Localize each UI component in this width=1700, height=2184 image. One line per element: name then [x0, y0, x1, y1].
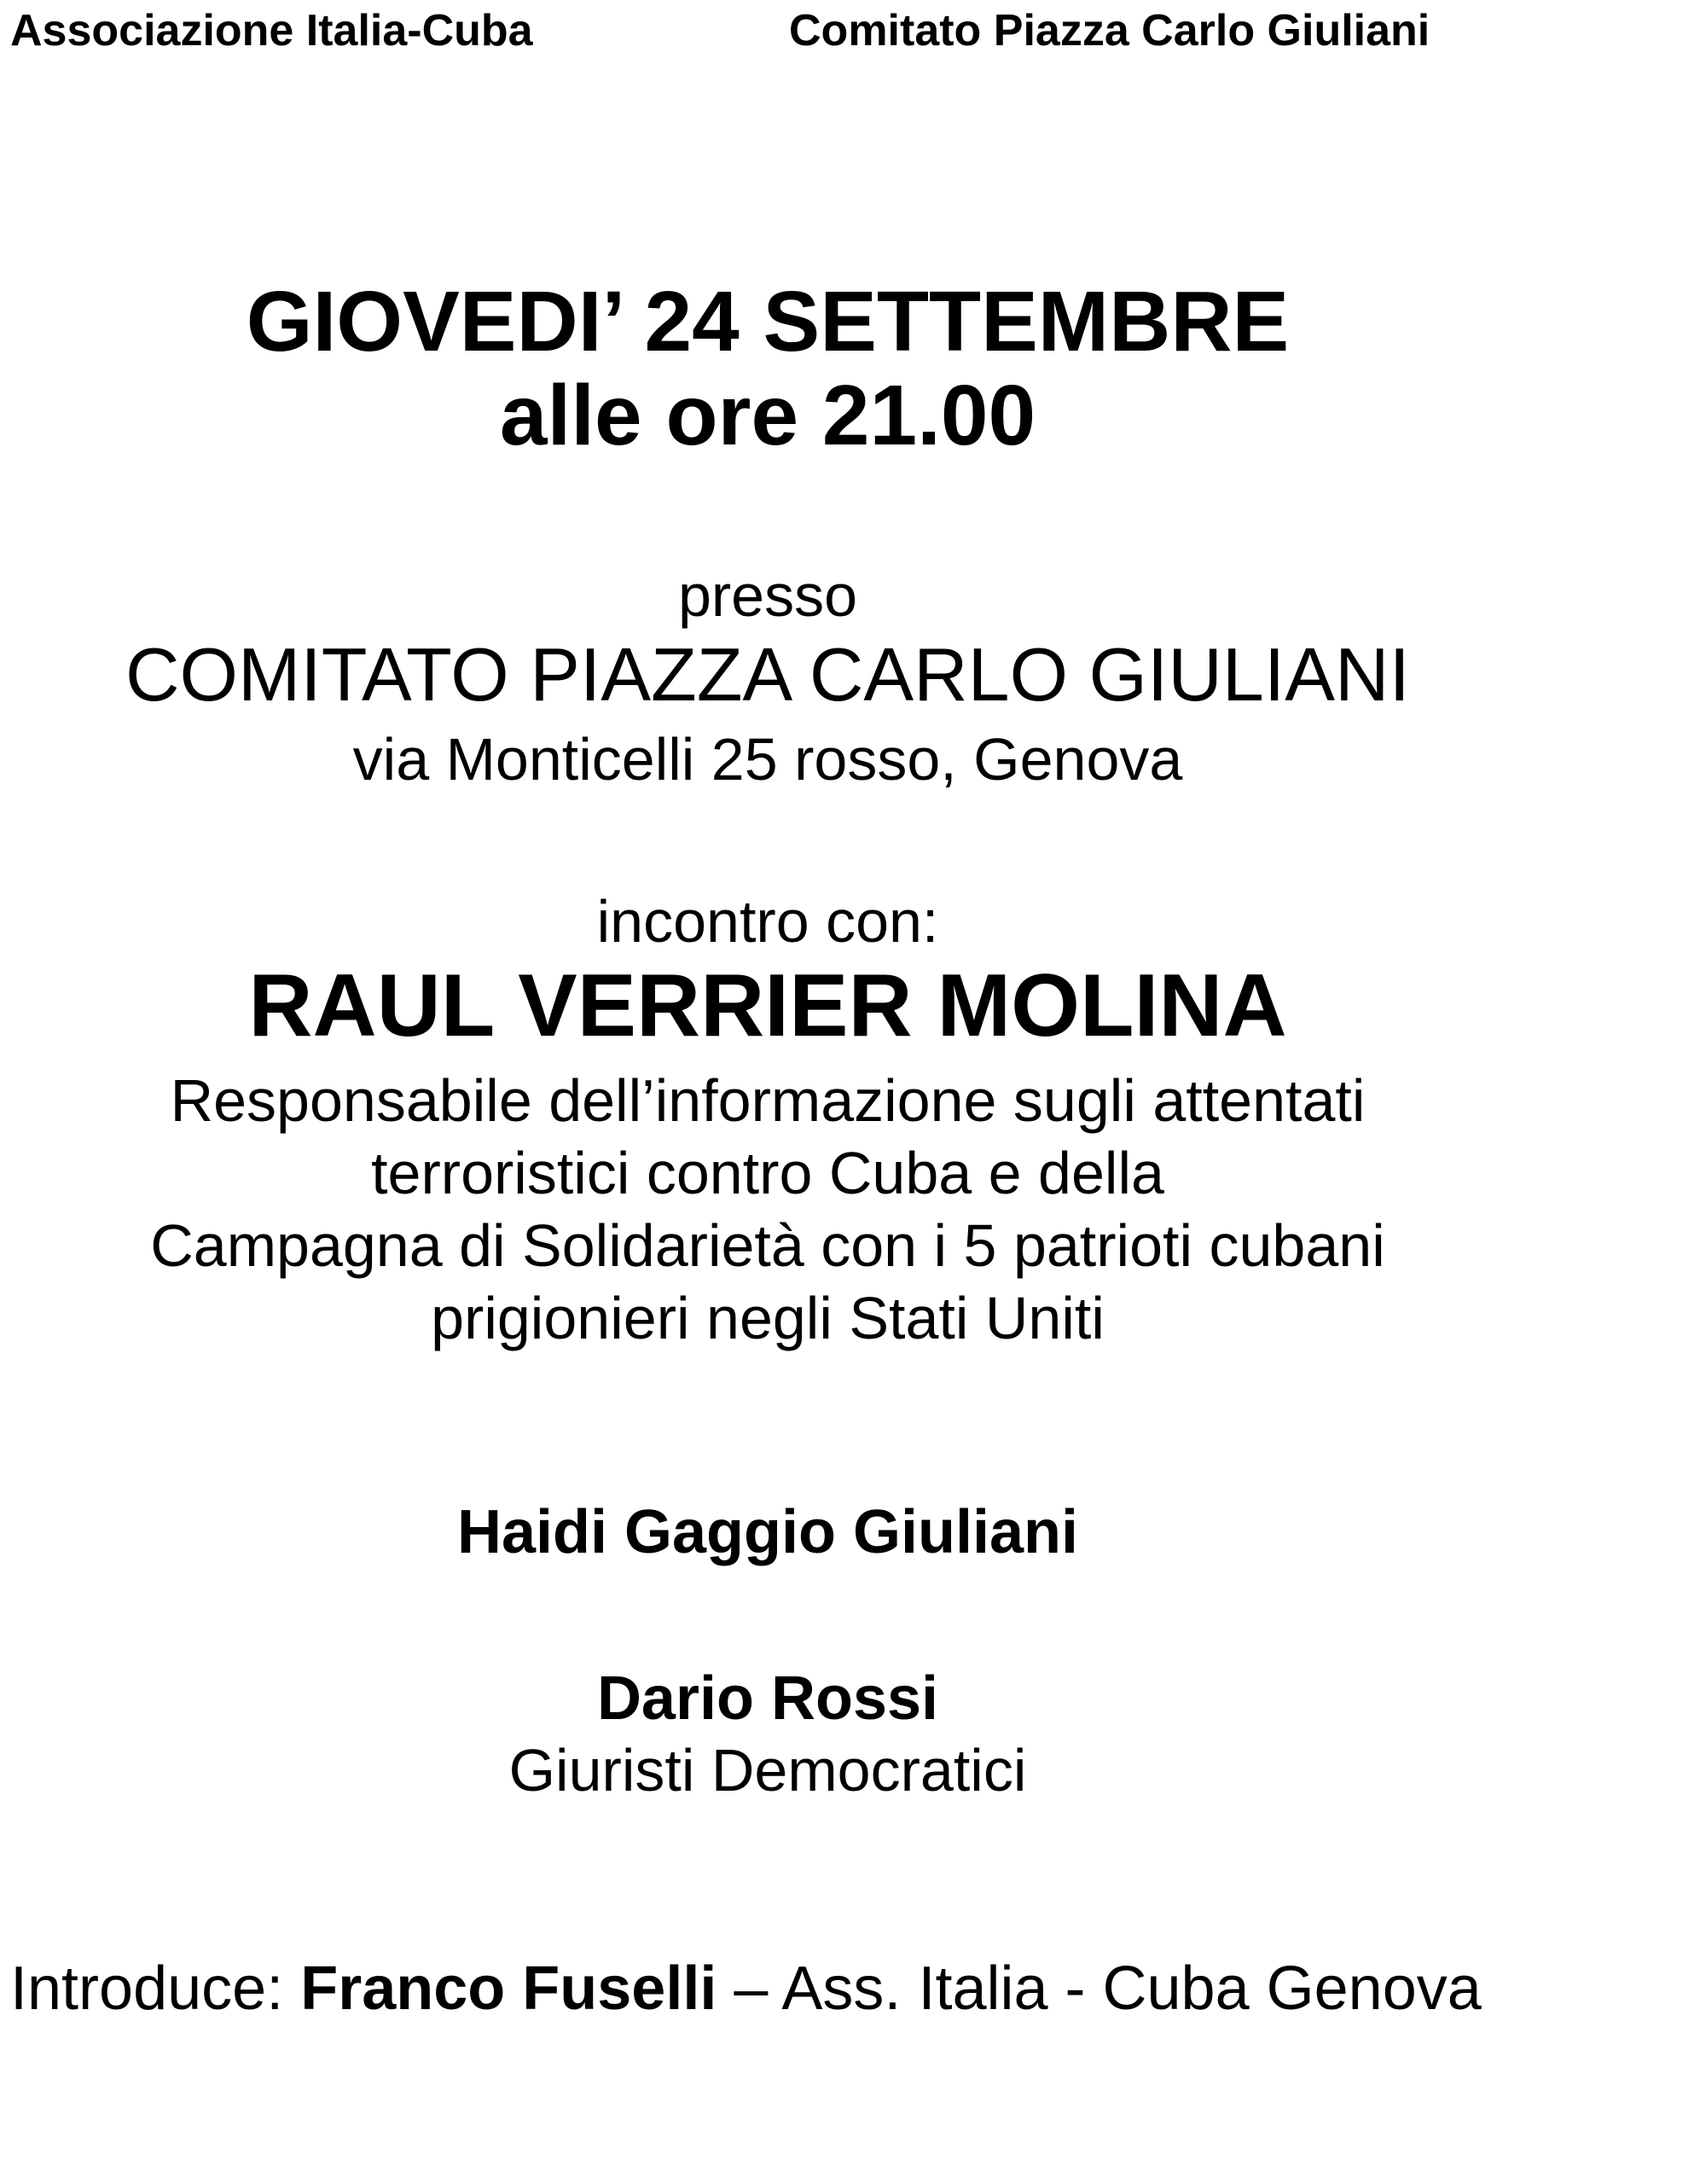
venue-address: via Monticelli 25 rosso, Genova [352, 726, 1183, 793]
header-organization-right: Comitato Piazza Carlo Giuliani [789, 6, 1430, 55]
venue-name: COMITATO PIAZZA CARLO GIULIANI [125, 632, 1410, 717]
speaker-name: RAUL VERRIER MOLINA [248, 956, 1287, 1055]
venue-preposition: presso [677, 562, 858, 629]
introduction-label: Introduce: [10, 1955, 301, 2023]
event-date: GIOVEDI’ 24 SETTEMBRE [246, 274, 1290, 369]
speaker-description-line: prigionieri negli Stati Uniti [431, 1285, 1105, 1351]
header-organization-left: Associazione Italia-Cuba [10, 6, 533, 55]
introduction-line [10, 1954, 1482, 2024]
guest-name: Haidi Gaggio Giuliani [456, 1498, 1079, 1566]
guest-name: Dario Rossi [596, 1664, 939, 1733]
guest-role: Giuristi Democratici [508, 1737, 1027, 1804]
speaker-description-line: terroristici contro Cuba e della [371, 1140, 1164, 1206]
speaker-description-line: Campagna di Solidarietà con i 5 patrioti cubani [150, 1212, 1385, 1279]
introducer-affiliation: – Ass. Italia - Cuba Genova [717, 1955, 1482, 2023]
introducer-name: Franco Fuselli [300, 1955, 717, 2023]
speaker-intro: incontro con: [596, 888, 939, 955]
event-time: alle ore 21.00 [499, 368, 1036, 463]
speaker-description-line: Responsabile dell’informazione sugli attentati [170, 1067, 1366, 1134]
